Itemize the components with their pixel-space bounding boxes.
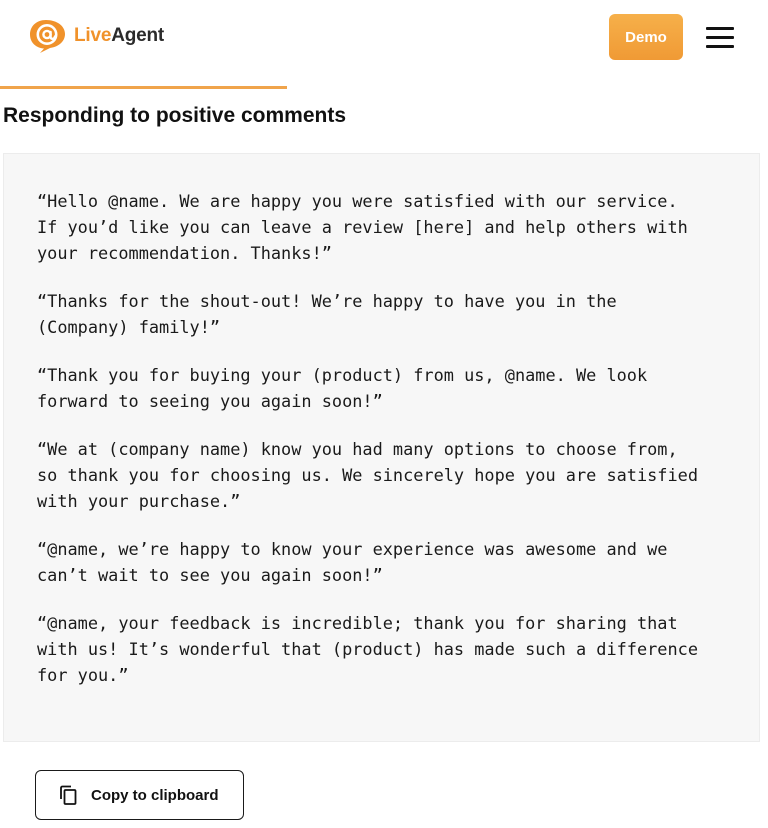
copy-button-label: Copy to clipboard <box>91 786 219 804</box>
copy-icon <box>58 784 80 806</box>
menu-bar-middle <box>706 36 734 39</box>
site-header <box>0 0 768 88</box>
template-text: “@name, your feedback is incredible; thank you for sharing that with us! It’s wonderful that (product) has made such a difference for you.” <box>37 613 698 685</box>
logo-wordmark <box>74 25 164 47</box>
liveagent-logo[interactable] <box>28 18 164 54</box>
demo-button[interactable]: Demo <box>609 14 683 60</box>
header-accent-line <box>0 86 287 89</box>
menu-bar-bottom <box>706 45 734 48</box>
template-text: “We at (company name) know you had many options to choose from, so thank you for choosing us. We sincerely hope you are satisfied with your purchase.” <box>37 439 698 511</box>
hamburger-menu-icon[interactable] <box>702 22 738 52</box>
template-text: “@name, we’re happy to know your experience was awesome and we can’t wait to see you again soon!” <box>37 539 668 585</box>
template-box <box>3 153 760 742</box>
section-title: Responding to positive comments <box>3 104 347 127</box>
copy-to-clipboard-button[interactable] <box>35 770 244 820</box>
template-text: “Thanks for the shout-out! We’re happy to have you in the (Company) family!” <box>37 291 617 337</box>
menu-bar-top <box>706 27 734 30</box>
logo-text-live: Live <box>74 25 112 46</box>
logo-text-agent: Agent <box>111 25 165 46</box>
at-speech-bubble-icon <box>28 18 70 54</box>
template-text: “Hello @name. We are happy you were satisfied with our service. If you’d like you can leave a review [here] and help others with your recommendation. Thanks!” <box>37 191 688 263</box>
template-text: “Thank you for buying your (product) from us, @name. We look forward to seeing you again soon!” <box>37 365 648 411</box>
